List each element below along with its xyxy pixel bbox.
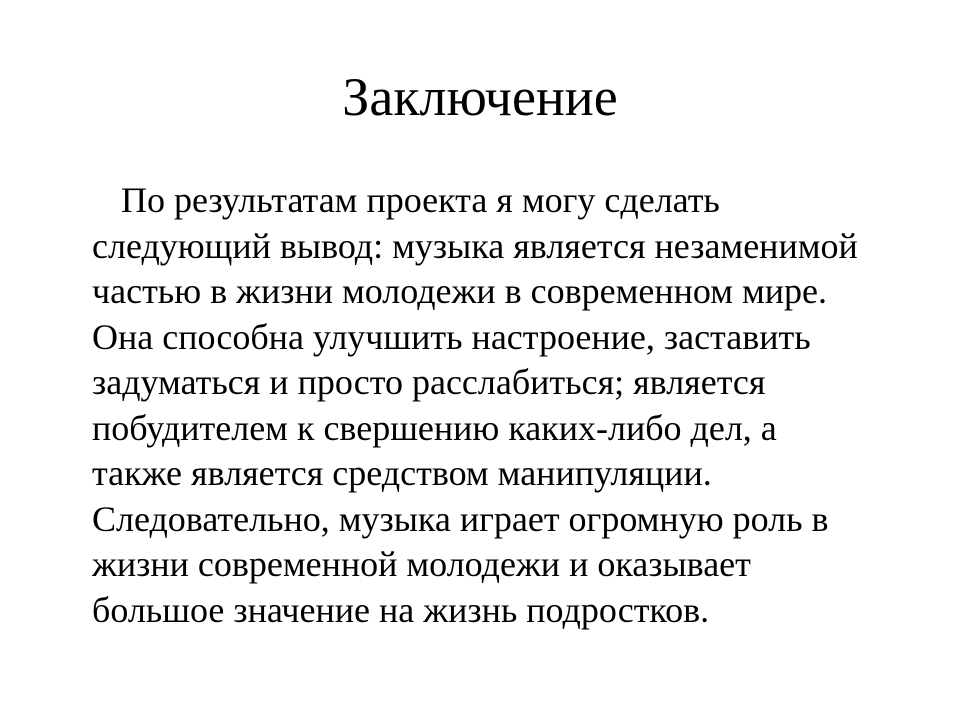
paragraph-line: Следовательно, музыка играет огромную роль в <box>92 498 829 539</box>
paragraph-line: задуматься и просто расслабиться; является <box>92 362 766 402</box>
conclusion-paragraph <box>92 178 882 633</box>
paragraph-line: побудителем к свершению каких-либо дел, а <box>92 407 777 448</box>
paragraph-line: также является средством манипуляции. <box>92 453 712 493</box>
paragraph-line: большое значение на жизнь подростков. <box>92 589 710 630</box>
paragraph-line: Она способна улучшить настроение, заставить <box>92 316 811 357</box>
paragraph-line: жизни современной молодежи и оказывает <box>92 544 751 584</box>
paragraph-line: следующий вывод: музыка является незаменимой <box>92 225 858 266</box>
paragraph-line: По результатам проекта я могу сделать <box>121 180 720 220</box>
paragraph-line: частью в жизни молодежи в современном мире. <box>92 271 828 311</box>
slide-title: Заключение <box>342 67 618 127</box>
